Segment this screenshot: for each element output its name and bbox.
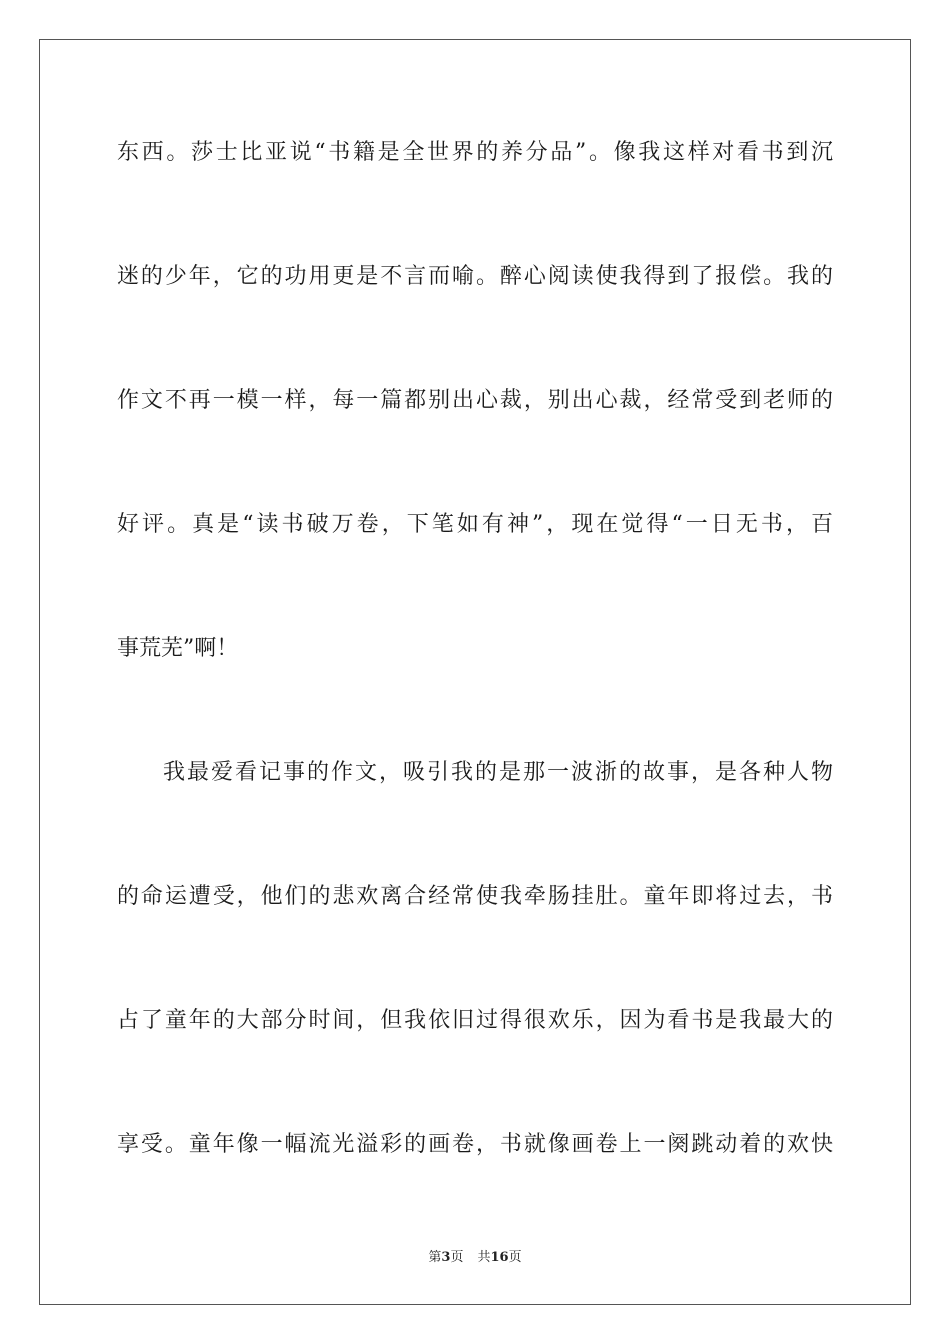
text-line: 东西。莎士比亚说“书籍是全世界的养分品”。像我这样对看书到沉 (117, 140, 833, 165)
total-prefix: 共 (477, 1250, 491, 1265)
paragraph-first-line: 我最爱看记事的作文，吸引我的是那一波浙的故事，是各种人物 (163, 760, 833, 785)
page-footer (0, 1246, 950, 1265)
text-line: 享受。童年像一幅流光溢彩的画卷，书就像画卷上一阕跳动着的欢快 (117, 1132, 833, 1157)
total-suffix: 页 (508, 1250, 522, 1265)
text-line: 好评。真是“读书破万卷，下笔如有神”，现在觉得“一日无书，百 (117, 512, 833, 537)
text-line: 作文不再一模一样，每一篇都别出心裁，别出心裁，经常受到老师的 (117, 388, 833, 413)
page-suffix: 页 (450, 1250, 464, 1265)
page-number: 3 (441, 1250, 451, 1265)
text-line: 占了童年的大部分时间，但我依旧过得很欢乐，因为看书是我最大的 (117, 1008, 833, 1033)
text-line: 事荒芜”啊！ (117, 636, 239, 661)
text-line: 迷的少年，它的功用更是不言而喻。醉心阅读使我得到了报偿。我的 (117, 264, 833, 289)
total-pages: 16 (490, 1250, 509, 1265)
page-prefix: 第 (428, 1250, 442, 1265)
page-border (39, 39, 911, 1305)
text-line: 的命运遭受，他们的悲欢离合经常使我牵肠挂肚。童年即将过去，书 (117, 884, 833, 909)
